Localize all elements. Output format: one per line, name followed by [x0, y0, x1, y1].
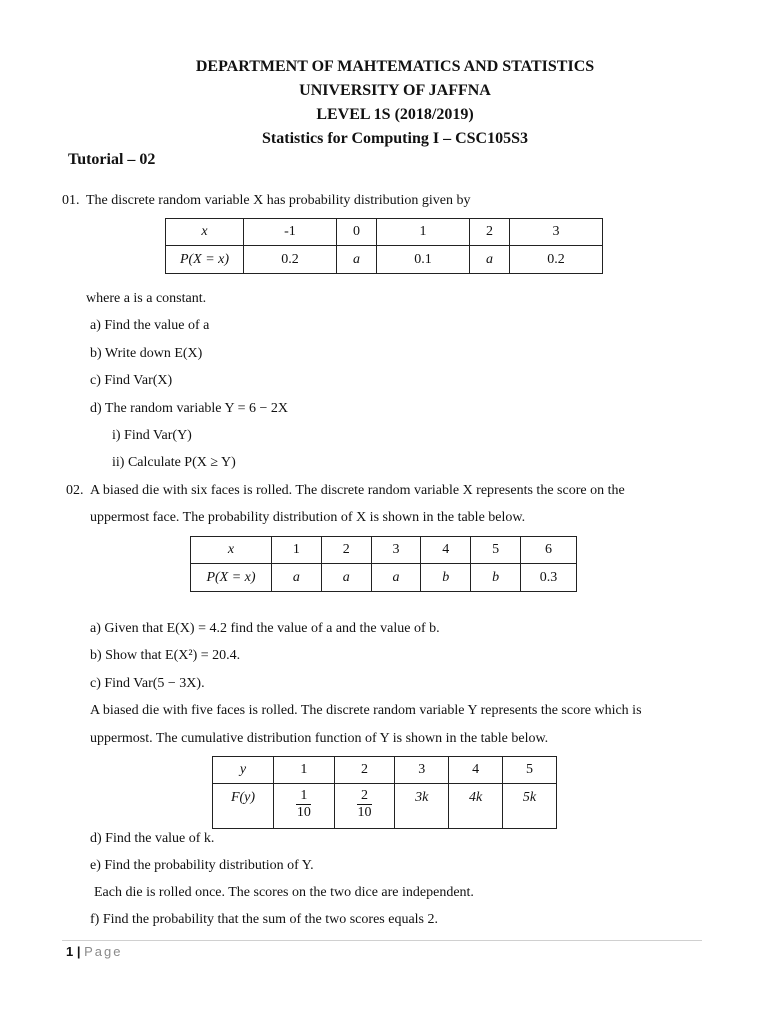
q1-part-d: d) The random variable Y = 6 − 2X	[90, 401, 288, 416]
table-cell: 3	[371, 537, 421, 564]
table-cell: 3k	[395, 784, 449, 829]
table-cell: 6	[521, 537, 577, 564]
q2-intro-line2: uppermost face. The probability distribution of X is shown in the table below.	[90, 510, 526, 525]
q1-part-a: a) Find the value of a	[90, 318, 210, 333]
table-cell: 0.2	[510, 246, 603, 274]
table-cell: -1	[244, 219, 337, 246]
table-cell: 4	[449, 757, 503, 784]
table-cell: 0.2	[244, 246, 337, 274]
footer-divider	[62, 940, 702, 941]
q2-paragraph-line1: A biased die with five faces is rolled. The discrete random variable Y represents the score which is	[90, 703, 642, 718]
footer-separator: |	[76, 944, 81, 959]
fraction-numerator: 1	[296, 788, 311, 805]
q2-number: 02.	[66, 483, 84, 498]
table-cell	[334, 784, 395, 829]
table-cell: 2	[334, 757, 395, 784]
table-cell: P(X = x)	[166, 246, 244, 274]
fraction-denominator: 10	[357, 805, 372, 820]
table-cell: 2	[321, 537, 371, 564]
q2-intro-line1: A biased die with six faces is rolled. The discrete random variable X represents the score on the	[90, 483, 625, 498]
fraction-denominator: 10	[296, 805, 311, 820]
table-cell: 3	[395, 757, 449, 784]
q1-part-d-ii: ii) Calculate P(X ≥ Y)	[112, 455, 236, 470]
fraction-numerator: 2	[357, 788, 372, 805]
q2-part-e: e) Find the probability distribution of Y.	[90, 858, 314, 873]
page-number: 1	[66, 944, 74, 959]
table-cell: 3	[510, 219, 603, 246]
q2-part-f: f) Find the probability that the sum of the two scores equals 2.	[90, 912, 438, 927]
table-cell: x	[166, 219, 244, 246]
table-cell: 2	[469, 219, 509, 246]
q1-part-b: b) Write down E(X)	[90, 346, 203, 361]
table-cell: b	[471, 564, 521, 592]
table-cell: a	[371, 564, 421, 592]
table-cell: 4k	[449, 784, 503, 829]
course-title: Statistics for Computing I – CSC105S3	[262, 130, 528, 147]
q2-cdf-table	[212, 756, 557, 829]
table-cell: a	[272, 564, 322, 592]
q2-part-c: c) Find Var(5 − 3X).	[90, 676, 205, 691]
table-cell: 5	[471, 537, 521, 564]
table-cell: P(X = x)	[191, 564, 272, 592]
table-cell: 1	[274, 757, 335, 784]
fraction	[296, 788, 311, 821]
level-title: LEVEL 1S (2018/2019)	[316, 106, 474, 123]
table-cell: b	[421, 564, 471, 592]
q2-independence-note: Each die is rolled once. The scores on the two dice are independent.	[94, 885, 474, 900]
table-cell: 0	[336, 219, 376, 246]
tutorial-title: Tutorial – 02	[68, 151, 156, 168]
table-cell: 1	[377, 219, 470, 246]
page-footer	[66, 944, 123, 959]
table-cell: y	[213, 757, 274, 784]
table-cell: 0.1	[377, 246, 470, 274]
table-cell: a	[336, 246, 376, 274]
table-cell: F(y)	[213, 784, 274, 829]
q1-distribution-table	[165, 218, 603, 274]
table-cell: 5	[503, 757, 557, 784]
page-label: Page	[84, 944, 123, 959]
table-cell: 0.3	[521, 564, 577, 592]
q1-intro: The discrete random variable X has probability distribution given by	[86, 193, 471, 208]
table-cell: x	[191, 537, 272, 564]
university-title: UNIVERSITY OF JAFFNA	[299, 82, 491, 99]
q1-where-text: where a is a constant.	[86, 291, 207, 306]
q1-part-d-i: i) Find Var(Y)	[112, 428, 192, 443]
table-cell: a	[469, 246, 509, 274]
table-cell: a	[321, 564, 371, 592]
q1-number: 01.	[62, 193, 80, 208]
table-cell	[274, 784, 335, 829]
table-cell: 4	[421, 537, 471, 564]
table-cell: 5k	[503, 784, 557, 829]
fraction	[357, 788, 372, 821]
table-cell: 1	[272, 537, 322, 564]
q2-part-b: b) Show that E(X²) = 20.4.	[90, 648, 241, 663]
q2-part-d: d) Find the value of k.	[90, 831, 215, 846]
q2-part-a: a) Given that E(X) = 4.2 find the value of a and the value of b.	[90, 621, 440, 636]
q1-part-c: c) Find Var(X)	[90, 373, 173, 388]
q2-paragraph-line2: uppermost. The cumulative distribution function of Y is shown in the table below.	[90, 731, 549, 746]
department-title: DEPARTMENT OF MAHTEMATICS AND STATISTICS	[195, 58, 595, 75]
q2-distribution-table	[190, 536, 577, 592]
